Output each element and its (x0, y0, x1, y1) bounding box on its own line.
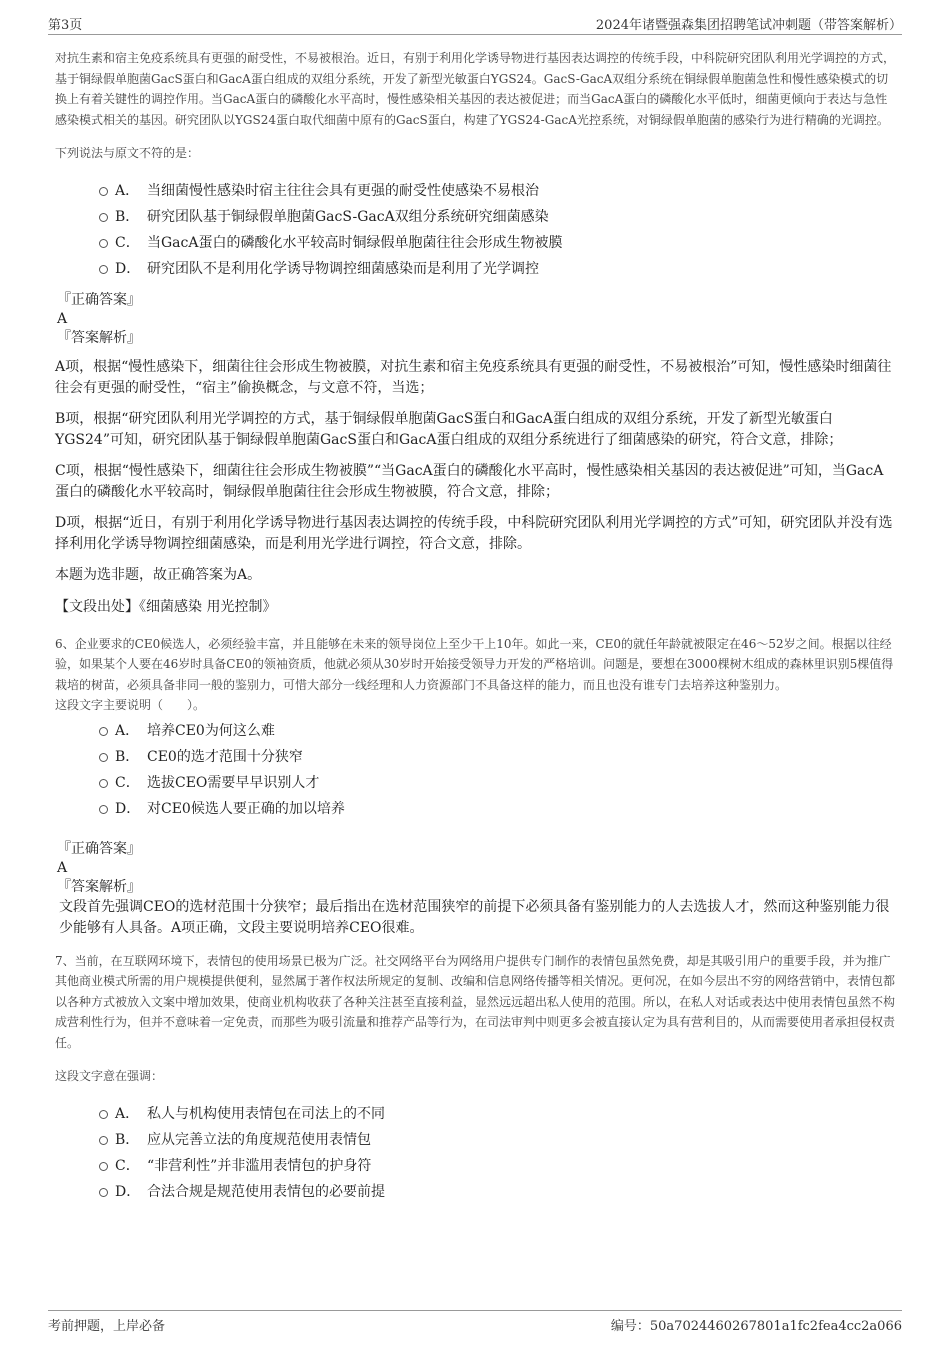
q5-source: 【文段出处】《细菌感染 用光控制》 (55, 598, 277, 615)
q6-option-d[interactable]: D． 对CE0候选人要正确的加以培养 (55, 796, 897, 822)
q5-option-a[interactable]: A． 当细菌慢性感染时宿主往往会具有更强的耐受性使感染不易根治 (55, 178, 897, 204)
q5-conclusion: 本题为选非题，故正确答案为A。 (55, 566, 262, 583)
radio-icon[interactable] (99, 753, 108, 762)
q5-option-b[interactable]: B． 研究团队基于铜绿假单胞菌GacS-GacA双组分系统研究细菌感染 (55, 204, 897, 230)
q5-analysis-label: 『答案解析』 (57, 329, 141, 346)
q5-analysis-b: B项，根据“研究团队利用光学调控的方式，基于铜绿假单胞菌GacS蛋白和GacA蛋白组成的双组分系统，开发了新型光敏蛋白YGS24”可知，研究团队基于铜绿假单胞菌GacS蛋白和GacA蛋白组成的双组分系统进行了细菌感染的研究，符合文意，排除； (55, 410, 843, 448)
radio-icon[interactable] (99, 1162, 108, 1171)
q6-option-b[interactable]: B． CE0的选才范围十分狭窄 (55, 744, 897, 770)
radio-icon[interactable] (99, 265, 108, 274)
q5-analysis-d: D项，根据“近日，有别于利用化学诱导物进行基因表达调控的传统手段，中科院研究团队利用光学调控的方式”可知，研究团队并没有选择利用化学诱导物调控细菌感染，而是利用光学进行调控，符合文意，排除。 (55, 514, 893, 552)
q6-analysis-label: 『答案解析』 (57, 878, 141, 895)
q6-option-c[interactable]: C． 选拔CEO需要早早识别人才 (55, 770, 897, 796)
radio-icon[interactable] (99, 1136, 108, 1145)
document-title: 2024年诸暨强森集团招聘笔试冲刺题（带答案解析） (595, 18, 902, 33)
q5-passage: 对抗生素和宿主免疫系统具有更强的耐受性，不易被根治。近日，有别于利用化学诱导物进行基因表达调控的传统手段，中科院研究团队利用光学调控的方式，基于铜绿假单胞菌GacS蛋白和GacA蛋白组成的双组分系统，开发了新型光敏蛋白YGS24。GacS-GacA双组分系统在铜绿假单胞菌急性和慢性感染模式的切换上有着关键性的调控作用。当GacA蛋白的磷酸化水平高时，慢性感染相关基因的表达被促进；而当GacA蛋白的磷酸化水平低时，细菌更倾向于表达与急性感染模式相关的基因。研究团队以YGS24蛋白取代细菌中原有的GacS蛋白，构建了YGS24-GacA光控系统，对铜绿假单胞菌的感染行为进行精确的光调控。 (55, 51, 896, 127)
q5-analysis-c: C项，根据“慢性感染下，细菌往往会形成生物被膜”“当GacA蛋白的磷酸化水平高时，慢性感染相关基因的表达被促进”可知，当GacA蛋白的磷酸化水平较高时，铜绿假单胞菌往往会形成生物被膜，符合文意，排除； (55, 462, 884, 500)
radio-icon[interactable] (99, 1110, 108, 1119)
q6-analysis: 文段首先强调CEO的选材范围十分狭窄；最后指出在选材范围狭窄的前提下必须具备有鉴别能力的人去选拔人才，然而这种鉴别能力很少能够有人具备。A项正确，文段主要说明培养CEO很难。 (59, 898, 890, 936)
q6-answer-label: 『正确答案』 (57, 840, 141, 857)
q6-options (55, 718, 897, 822)
q7-option-a[interactable]: A． 私人与机构使用表情包在司法上的不同 (55, 1101, 897, 1127)
q7-stem: 这段文字意在强调： (55, 1069, 164, 1083)
page-header (48, 10, 902, 35)
q5-answer-label: 『正确答案』 (57, 291, 141, 308)
document-body (55, 48, 897, 1205)
q7-option-c[interactable]: C． “非营利性”并非滥用表情包的护身符 (55, 1153, 897, 1179)
radio-icon[interactable] (99, 727, 108, 736)
q5-options (55, 178, 897, 282)
q7-option-b[interactable]: B． 应从完善立法的角度规范使用表情包 (55, 1127, 897, 1153)
q7-passage: 7、当前，在互联网环境下，表情包的使用场景已极为广泛。社交网络平台为网络用户提供专门制作的表情包虽然免费，却是其吸引用户的重要手段，并为推广其他商业模式所需的用户规模提供便利，显然属于著作权法所规定的复制、改编和信息网络传播等相关情况。更何况，在如今层出不穷的网络营销中，表情包都以各种方式被放入文案中增加效果，使商业机构收获了各种关注甚至直接利益，显然远远超出私人使用的范围。所以，在私人对话或表达中使用表情包虽然不构成营利性行为，但并不意味着一定免责，而那些为吸引流量和推荐产品等行为，在司法审判中则更多会被直接认定为具有营利目的，从而需要使用者承担侵权责任。 (55, 953, 896, 1050)
q5-answer: A (57, 310, 68, 327)
q5-option-c[interactable]: C． 当GacA蛋白的磷酸化水平较高时铜绿假单胞菌往往会形成生物被膜 (55, 230, 897, 256)
footer-slogan: 考前押题，上岸必备 (48, 1319, 166, 1334)
radio-icon[interactable] (99, 805, 108, 814)
document-id: 编号：50a7024460267801a1fc2fea4cc2a066 (610, 1319, 902, 1334)
q6-passage: 6、企业要求的CE0候选人，必须经验丰富，并且能够在未来的领导岗位上至少干上10年。如此一来，CE0的就任年龄就被限定在46～52岁之间。根据以往经验，如果某个人要在46岁时具备CE0的领袖资质，他就必须从30岁时开始接受领导力开发的严格培训。问题是，要想在3000棵树木组成的森林里识别5棵值得栽培的树苗，必须具备非同一般的鉴别力，可惜大部分一线经理和人力资源部门不具备这样的能力，而且也没有谁专门去培养这种鉴别力。 (55, 636, 894, 692)
q6-stem: 这段文字主要说明（ ）。 (55, 698, 206, 712)
q5-analysis-a: A项，根据“慢性感染下，细菌往往会形成生物被膜，对抗生素和宿主免疫系统具有更强的耐受性，不易被根治”可知，慢性感染时细菌往往会有更强的耐受性，“宿主”偷换概念，与文意不符，当选； (55, 358, 892, 396)
q5-stem: 下列说法与原文不符的是： (55, 146, 200, 160)
page-footer (48, 1310, 902, 1337)
q6-option-a[interactable]: A． 培养CE0为何这么难 (55, 718, 897, 744)
q6-answer: A (57, 859, 68, 876)
page-number: 第3页 (48, 18, 83, 33)
radio-icon[interactable] (99, 239, 108, 248)
radio-icon[interactable] (99, 213, 108, 222)
radio-icon[interactable] (99, 1188, 108, 1197)
radio-icon[interactable] (99, 779, 108, 788)
q5-option-d[interactable]: D． 研究团队不是利用化学诱导物调控细菌感染而是利用了光学调控 (55, 256, 897, 282)
radio-icon[interactable] (99, 187, 108, 196)
q7-option-d[interactable]: D． 合法合规是规范使用表情包的必要前提 (55, 1179, 897, 1205)
q7-options (55, 1101, 897, 1205)
